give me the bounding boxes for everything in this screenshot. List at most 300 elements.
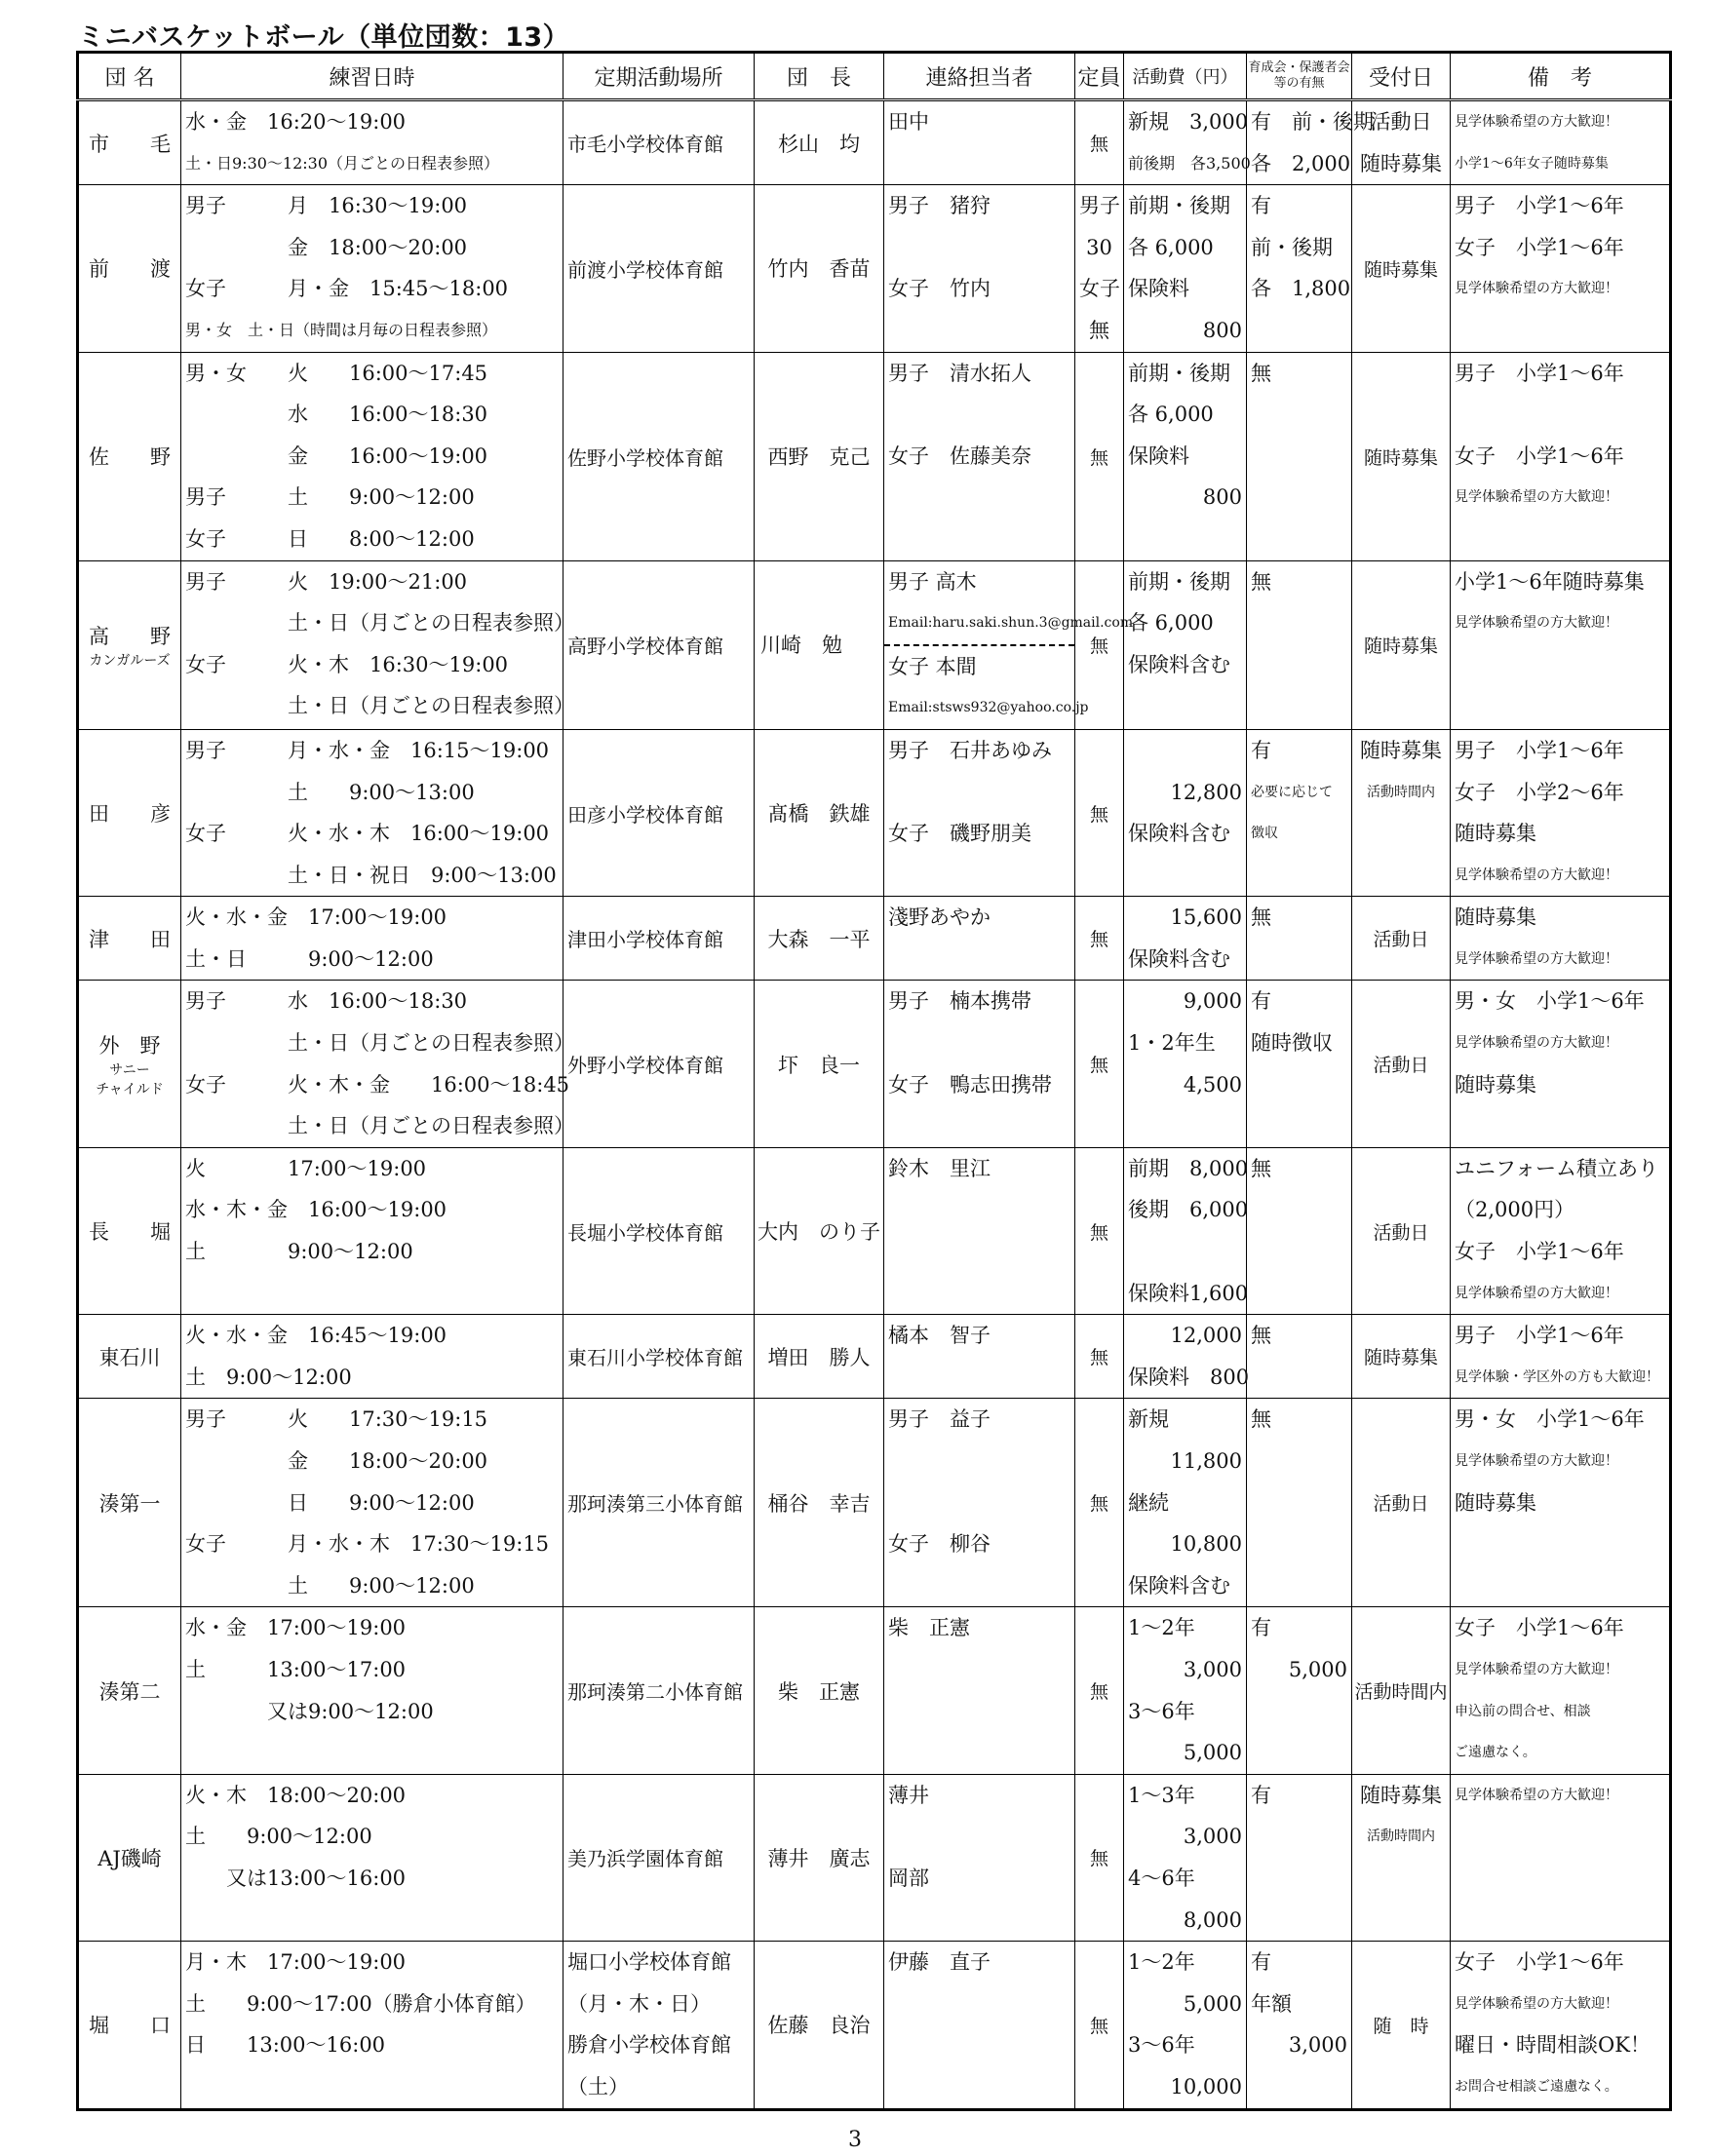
place-cell: 那珂湊第三小体育館	[564, 1399, 755, 1607]
capacity-cell	[1075, 897, 1124, 981]
place-cell	[564, 1942, 755, 2109]
table-row	[78, 981, 1671, 1147]
schedule-cell-line: 女子 火・木・金 16:00～18:45	[185, 1072, 570, 1097]
notes-cell	[1451, 560, 1671, 729]
association-cell	[1247, 1399, 1352, 1607]
notes-cell-line: 見学体験希望の方大歓迎！	[1455, 1453, 1618, 1469]
notes-cell-line: 女子 小学1～6年	[1455, 1616, 1624, 1640]
association-cell-line	[1247, 855, 1351, 897]
schedule-cell-line: 火・木 18:00～20:00	[185, 1783, 407, 1807]
capacity-cell-line: 無	[1089, 1681, 1108, 1704]
schedule-cell-line: 土・日（月ごとの日程表参照）	[185, 1114, 574, 1138]
schedule-cell	[181, 1147, 564, 1314]
capacity-cell-line: 無	[1089, 803, 1108, 826]
contact-cell-line	[884, 772, 1074, 814]
fee-cell	[1124, 560, 1247, 729]
schedule-cell-line: 水・金 17:00～19:00	[185, 1616, 407, 1640]
notes-cell-line: 見学体験希望の方大歓迎！	[1455, 1995, 1618, 2012]
fee-cell-line: 保険料1,600	[1128, 1281, 1249, 1305]
roster-body	[78, 100, 1671, 2110]
fee-cell-line: 9,000	[1183, 989, 1242, 1014]
contact-cell-line	[884, 143, 1074, 185]
contact-cell-line	[884, 1983, 1074, 2025]
team-name-line: 長 堀	[89, 1220, 171, 1245]
association-cell-line: 年額	[1251, 1991, 1292, 2016]
fee-cell-line: 保険料	[1128, 443, 1189, 468]
schedule-cell-line: 土 9:00～12:00	[185, 1573, 475, 1598]
leader-cell: 薄井 廣志	[755, 1774, 884, 1941]
header-name: 団 名	[78, 53, 181, 100]
fee-cell	[1124, 1147, 1247, 1314]
notes-cell-line: 見学体験希望の方大歓迎！	[1455, 1285, 1618, 1301]
contact-cell-line: 鈴木 里江	[888, 1156, 991, 1180]
association-cell-line: 有	[1251, 989, 1271, 1014]
leader-cell: 西野 克己	[755, 352, 884, 560]
association-cell-line	[1247, 394, 1351, 436]
schedule-cell	[181, 1607, 564, 1774]
contact-cell-line: 男子 清水拓人	[888, 361, 1031, 385]
contact-cell-line	[884, 1732, 1074, 1774]
contact-cell	[884, 1147, 1075, 1314]
fee-cell-line: 3～6年	[1128, 1699, 1195, 1723]
notes-cell-line: 見学体験希望の方大歓迎！	[1455, 950, 1618, 967]
schedule-cell-line: 女子 火・水・木 16:00～19:00	[185, 822, 550, 846]
fee-cell-line: 800	[1202, 485, 1242, 510]
notes-cell	[1451, 897, 1671, 981]
schedule-cell-line	[181, 1900, 563, 1942]
association-cell-line: 前・後期	[1251, 235, 1333, 259]
notes-cell-line: ユニフォーム積立あり	[1455, 1156, 1658, 1180]
capacity-cell	[1075, 100, 1124, 185]
schedule-cell-line	[181, 2066, 563, 2108]
contact-cell-line: Email:stsws932@yahoo.co.jp	[888, 700, 1089, 716]
header-schedule: 練習日時	[181, 53, 564, 100]
capacity-cell-line: 無	[1089, 1055, 1108, 1077]
schedule-cell-line: 月・木 17:00～19:00	[185, 1950, 407, 1975]
notes-cell-line: 申込前の問合せ、相談	[1455, 1703, 1591, 1719]
association-cell-line	[1247, 436, 1351, 478]
contact-cell-line: 男子 石井あゆみ	[888, 738, 1052, 762]
contact-cell	[884, 560, 1134, 729]
leader-cell: 桶谷 幸吉	[755, 1399, 884, 1607]
table-row	[78, 1147, 1671, 1314]
fee-cell-line: 各 6,000	[1128, 235, 1214, 259]
association-cell-line	[1247, 1523, 1351, 1565]
place-cell: 田彦小学校体育館	[564, 729, 755, 896]
leader-cell: 髙橋 鉄雄	[755, 729, 884, 896]
association-cell	[1247, 981, 1352, 1147]
fee-cell-line: 5,000	[1183, 1991, 1242, 2016]
association-cell	[1247, 185, 1352, 352]
reception-cell	[1352, 352, 1451, 560]
place-cell: 東石川小学校体育館	[564, 1315, 755, 1399]
header-reception: 受付日	[1352, 53, 1451, 100]
fee-cell	[1124, 1315, 1250, 1399]
fee-cell-line: 3～6年	[1128, 2033, 1195, 2058]
notes-cell	[1451, 1315, 1671, 1399]
association-cell-line	[1247, 644, 1351, 686]
team-name-line: 市 毛	[89, 132, 171, 156]
association-cell-line	[1247, 1441, 1351, 1482]
schedule-cell-line: 水・木・金 16:00～19:00	[185, 1198, 447, 1222]
notes-cell-line: 随時募集	[1455, 822, 1536, 846]
contact-cell-line: 女子 竹内	[888, 277, 991, 301]
contact-cell-line: 薄井	[888, 1783, 929, 1807]
notes-cell-line: 小学1～6年女子随時募集	[1455, 155, 1609, 172]
capacity-cell-line: 女子	[1079, 277, 1120, 301]
notes-cell-line: 女子 小学2～6年	[1455, 780, 1624, 804]
table-row	[78, 1942, 1671, 2109]
schedule-cell-line: 男子 月 16:30～19:00	[185, 194, 468, 218]
schedule-cell-line: 金 18:00～20:00	[185, 1449, 488, 1473]
schedule-cell-line: 又は9:00～12:00	[185, 1699, 434, 1723]
fee-cell	[1124, 1942, 1247, 2109]
schedule-cell-line: 女子 月・水・木 17:30～19:15	[185, 1532, 550, 1557]
contact-cell-line	[884, 1231, 1074, 1273]
reception-cell-line: 随時募集	[1363, 446, 1438, 469]
schedule-cell-line: 日 9:00～12:00	[185, 1490, 475, 1515]
fee-cell-line: 3,000	[1183, 1825, 1242, 1849]
team-name-line: 津 田	[89, 927, 171, 951]
notes-cell	[1451, 729, 1671, 896]
fee-cell-line: 新規 3,000	[1128, 110, 1249, 134]
association-cell-line: 必要に応じて	[1251, 784, 1333, 800]
fee-cell-line: 3,000	[1183, 1657, 1242, 1681]
capacity-cell	[1075, 1147, 1124, 1314]
contact-cell	[884, 1774, 1075, 1941]
notes-cell-line: 随時募集	[1455, 1072, 1536, 1097]
team-name-line: カンガルーズ	[89, 652, 171, 669]
fee-cell-line: 11,800	[1170, 1449, 1242, 1473]
capacity-cell-line: 無	[1089, 1221, 1108, 1244]
association-cell	[1247, 352, 1352, 560]
fee-cell-line: 後期 6,000	[1128, 1198, 1249, 1222]
schedule-cell-line: 日 13:00～16:00	[185, 2033, 386, 2058]
reception-cell-line: 随時募集	[1363, 258, 1438, 281]
fee-cell-line: 15,600	[1170, 905, 1242, 930]
team-name	[78, 1774, 181, 1941]
contact-cell	[884, 352, 1075, 560]
reception-cell	[1352, 185, 1451, 352]
header-capacity: 定員	[1075, 53, 1124, 100]
fee-cell	[1124, 1399, 1247, 1607]
notes-cell-line: 男子 小学1～6年	[1455, 194, 1624, 218]
notes-cell-line	[1451, 1565, 1669, 1607]
contact-cell-line: 女子 柳谷	[888, 1532, 991, 1557]
team-name	[78, 185, 181, 352]
fee-cell-line	[1124, 1105, 1246, 1147]
schedule-cell-line: 土・日（月ごとの日程表参照）	[185, 694, 574, 718]
association-cell-line: 各 1,800	[1251, 277, 1351, 301]
association-cell-line: 無	[1251, 1407, 1271, 1432]
schedule-cell-line: 男子 水 16:00～18:30	[185, 989, 468, 1014]
leader-cell: 大森 一平	[755, 897, 884, 981]
schedule-cell-line: 土・日（月ごとの日程表参照）	[185, 1031, 574, 1056]
leader-cell: 竹内 香苗	[755, 185, 884, 352]
association-cell-line	[1247, 602, 1351, 644]
schedule-cell-line: 水 16:00～18:30	[185, 403, 488, 427]
team-name-line: 佐 野	[89, 445, 171, 470]
fee-cell-line: 800	[1202, 318, 1242, 342]
leader-cell: 佐藤 良治	[755, 1942, 884, 2109]
place-cell-line: 堀口小学校体育館	[567, 1950, 731, 1975]
table-row	[78, 1607, 1671, 1774]
fee-cell	[1124, 352, 1247, 560]
notes-cell-line: 男子 小学1～6年	[1455, 738, 1624, 762]
leader-cell: 圷 良一	[755, 981, 884, 1147]
notes-cell	[1451, 1147, 1671, 1314]
capacity-cell	[1075, 1942, 1124, 2109]
team-name-line: 湊第一	[98, 1491, 161, 1516]
schedule-cell	[181, 981, 574, 1147]
schedule-cell-line: 金 18:00～20:00	[185, 235, 468, 259]
capacity-cell-line: 無	[1089, 1493, 1108, 1516]
fee-cell-line: 4,500	[1183, 1072, 1242, 1097]
place-cell: 津田小学校体育館	[564, 897, 755, 981]
team-name-line: 湊第二	[98, 1679, 161, 1704]
reception-cell	[1352, 897, 1451, 981]
place-cell-line: 勝倉小学校体育館	[567, 2033, 731, 2058]
contact-cell	[884, 185, 1075, 352]
schedule-cell-line: 土 9:00～12:00	[185, 1240, 413, 1264]
notes-cell-line: 見学体験・学区外の方も大歓迎！	[1455, 1368, 1659, 1385]
leader-cell: 大内 のり子	[755, 1147, 884, 1314]
notes-cell-line: 男子 小学1～6年	[1455, 1324, 1624, 1348]
contact-cell-line	[884, 310, 1074, 352]
schedule-cell-line: 土 9:00～12:00	[185, 1365, 352, 1389]
contact-cell-line: 女子 佐藤美奈	[888, 443, 1031, 468]
team-name	[78, 1315, 181, 1399]
reception-cell	[1352, 560, 1451, 729]
fee-cell-line: 保険料含む	[1128, 1573, 1230, 1598]
contact-cell-line	[884, 519, 1074, 560]
fee-cell-line: 前期・後期	[1128, 194, 1230, 218]
contact-cell-line	[884, 477, 1074, 519]
fee-cell	[1124, 1607, 1247, 1774]
contact-cell-line	[884, 1189, 1074, 1231]
table-row	[78, 560, 1671, 729]
schedule-cell	[181, 1315, 564, 1399]
notes-cell-line: 女子 小学1～6年	[1455, 1240, 1624, 1264]
notes-cell-line: 女子 小学1～6年	[1455, 1950, 1624, 1975]
team-name-line: AJ磯崎	[97, 1846, 162, 1870]
notes-cell-line: 曜日・時間相談OK！	[1455, 2033, 1651, 2058]
notes-cell-line: 見学体験希望の方大歓迎！	[1455, 1661, 1618, 1677]
schedule-cell-line: 男子 土 9:00～12:00	[185, 485, 475, 510]
association-cell-line	[1247, 519, 1351, 560]
notes-cell-line: 見学体験希望の方大歓迎！	[1455, 114, 1618, 130]
reception-cell-line: 活動日	[1370, 110, 1432, 134]
notes-cell-line: 女子 小学1～6年	[1455, 443, 1624, 468]
contact-cell-line: 田中	[888, 110, 929, 134]
association-cell-line: 5,000	[1288, 1657, 1347, 1681]
contact-cell	[884, 1315, 1075, 1399]
schedule-cell-line: 土 9:00～13:00	[185, 780, 475, 804]
fee-cell-line	[1124, 685, 1246, 727]
fee-cell-line: 新規	[1128, 1407, 1169, 1432]
capacity-cell-line: 無	[1089, 134, 1108, 156]
schedule-cell-line: 又は13:00～16:00	[185, 1866, 407, 1890]
reception-cell	[1352, 981, 1451, 1147]
schedule-cell-line: 土・日（月ごとの日程表参照）	[185, 611, 574, 635]
reception-cell-line: 活動時間内	[1367, 1829, 1435, 1845]
association-cell-line: 徴収	[1251, 826, 1278, 842]
contact-cell-line	[884, 1565, 1074, 1607]
contact-cell-line	[884, 1816, 1074, 1858]
contact-cell-line: 女子 磯野朋美	[888, 822, 1031, 846]
capacity-cell-line: 無	[1089, 318, 1109, 342]
team-name	[78, 981, 181, 1147]
association-cell-line: 無	[1251, 905, 1271, 930]
team-name-line: 堀 口	[89, 2014, 171, 2038]
capacity-cell-line: 30	[1086, 235, 1112, 259]
leader-cell: 杉山 均	[755, 100, 884, 185]
table-row	[78, 100, 1671, 185]
contact-cell-line	[884, 1105, 1074, 1147]
reception-cell-line	[1352, 855, 1450, 897]
capacity-cell-line: 無	[1089, 2015, 1108, 2037]
association-cell-line	[1247, 1732, 1351, 1774]
place-cell: 長堀小学校体育館	[564, 1147, 755, 1314]
fee-cell	[1124, 185, 1247, 352]
header-place: 定期活動場所	[564, 53, 755, 100]
place-cell: 那珂湊第二小体育館	[564, 1607, 755, 1774]
association-cell	[1247, 100, 1374, 185]
association-cell-line: 有	[1251, 1616, 1271, 1640]
notes-cell-line	[1451, 644, 1669, 686]
page-number: 3	[848, 2128, 862, 2152]
notes-cell-line: 男・女 小学1～6年	[1455, 1407, 1645, 1432]
fee-cell-line: 10,000	[1170, 2074, 1242, 2098]
notes-cell	[1451, 185, 1671, 352]
schedule-cell	[181, 352, 564, 560]
team-name	[78, 729, 181, 896]
capacity-cell-line: 無	[1089, 446, 1108, 469]
association-cell-line	[1247, 685, 1351, 727]
team-name-line: 高 野	[89, 624, 171, 648]
table-row	[78, 1315, 1671, 1399]
fee-cell-line: 10,800	[1170, 1532, 1242, 1557]
table-row	[78, 185, 1671, 352]
association-cell-line: 有	[1251, 1783, 1271, 1807]
notes-cell	[1451, 981, 1671, 1147]
schedule-cell-line: 火 17:00～19:00	[185, 1156, 427, 1180]
reception-cell	[1352, 1399, 1451, 1607]
capacity-cell-line: 無	[1089, 929, 1108, 951]
reception-cell	[1352, 1315, 1451, 1399]
fee-cell	[1124, 100, 1251, 185]
fee-cell-line: 1～3年	[1128, 1783, 1195, 1807]
contact-cell-line: 伊藤 直子	[888, 1950, 991, 1975]
reception-cell	[1352, 729, 1451, 896]
contact-cell-line: 女子 本間	[884, 644, 1074, 688]
notes-cell-line	[1451, 1523, 1669, 1565]
reception-cell-line: 随時募集	[1363, 1347, 1438, 1369]
fee-cell-line: 4～6年	[1128, 1866, 1195, 1890]
fee-cell-line: 前期・後期	[1128, 569, 1230, 594]
table-row	[78, 1399, 1671, 1607]
reception-cell-line: 活動日	[1373, 1221, 1429, 1244]
association-cell-line	[1247, 939, 1351, 981]
place-cell: 外野小学校体育館	[564, 981, 755, 1147]
capacity-cell-line: 無	[1089, 1848, 1108, 1870]
fee-cell-line: 保険料	[1128, 277, 1189, 301]
fee-cell-line: 1～2年	[1128, 1616, 1195, 1640]
notes-cell-line: 随時募集	[1455, 1490, 1536, 1515]
association-cell-line: 無	[1251, 1156, 1271, 1180]
fee-cell-line: 前期・後期	[1128, 361, 1230, 385]
header-association: 育成会・保護者会等の有無	[1247, 53, 1352, 100]
schedule-cell	[181, 729, 564, 896]
contact-cell-line: 女子 鴨志田携帯	[888, 1072, 1052, 1097]
capacity-cell-line: 無	[1089, 1347, 1108, 1369]
association-cell	[1247, 1774, 1352, 1941]
team-name	[78, 1942, 181, 2109]
contact-cell-line	[884, 227, 1074, 269]
association-cell-line: 無	[1251, 1324, 1271, 1348]
fee-cell-line	[1124, 855, 1246, 897]
fee-cell-line: 5,000	[1183, 1741, 1242, 1765]
schedule-cell	[181, 1942, 564, 2109]
notes-cell-line: 小学1～6年随時募集	[1455, 569, 1645, 594]
schedule-cell	[181, 185, 564, 352]
notes-cell-line: 見学体験希望の方大歓迎！	[1455, 281, 1618, 297]
association-cell-line	[1247, 1858, 1351, 1900]
reception-cell-line: 活動日	[1373, 929, 1429, 951]
association-cell-line: 無	[1251, 569, 1271, 594]
notes-cell-line: ご遠慮なく。	[1455, 1745, 1536, 1761]
notes-cell-line	[1451, 394, 1669, 436]
association-cell	[1247, 729, 1352, 896]
schedule-cell-line: 土・日 9:00～12:00	[185, 946, 434, 971]
schedule-cell-line: 男・女 火 16:00～17:45	[185, 361, 488, 385]
contact-cell-line: 柴 正憲	[888, 1616, 970, 1640]
fee-cell-line: 前期 8,000	[1128, 1156, 1249, 1180]
association-cell-line: 3,000	[1288, 2033, 1347, 2058]
place-cell: 高野小学校体育館	[564, 560, 755, 729]
contact-cell-line	[884, 855, 1074, 897]
reception-cell-line: 随時募集	[1360, 1783, 1442, 1807]
association-cell-line	[1247, 1189, 1351, 1231]
schedule-cell-line: 女子 火・木 16:30～19:00	[185, 652, 509, 676]
schedule-cell-line	[181, 1273, 563, 1315]
contact-cell-line	[884, 1273, 1074, 1315]
fee-cell-line: 8,000	[1183, 1907, 1242, 1932]
schedule-cell-line: 火・水・金 17:00～19:00	[185, 905, 447, 930]
capacity-cell	[1075, 729, 1124, 896]
association-cell-line	[1247, 1900, 1351, 1942]
fee-cell-line: 保険料含む	[1128, 946, 1230, 971]
reception-cell	[1352, 1942, 1451, 2109]
capacity-cell	[1075, 352, 1124, 560]
contact-cell-line	[884, 1441, 1074, 1482]
schedule-cell	[181, 897, 564, 981]
team-name-line: チャイルド	[96, 1081, 164, 1097]
notes-cell-line	[1451, 519, 1669, 560]
association-cell-line: 各 2,000	[1251, 151, 1351, 175]
fee-cell-line	[1124, 730, 1246, 772]
notes-cell-line	[1451, 1105, 1669, 1147]
table-row	[78, 729, 1671, 896]
table-row	[78, 897, 1671, 981]
schedule-cell-line	[181, 1732, 563, 1774]
schedule-cell-line: 男子 火 17:30～19:15	[185, 1407, 488, 1432]
contact-cell	[884, 1942, 1075, 2109]
notes-cell-line: 見学体験希望の方大歓迎！	[1455, 866, 1618, 883]
notes-cell-line: 見学体験希望の方大歓迎！	[1455, 489, 1618, 506]
notes-cell-line: 随時募集	[1455, 905, 1536, 930]
header-leader: 団 長	[755, 53, 884, 100]
